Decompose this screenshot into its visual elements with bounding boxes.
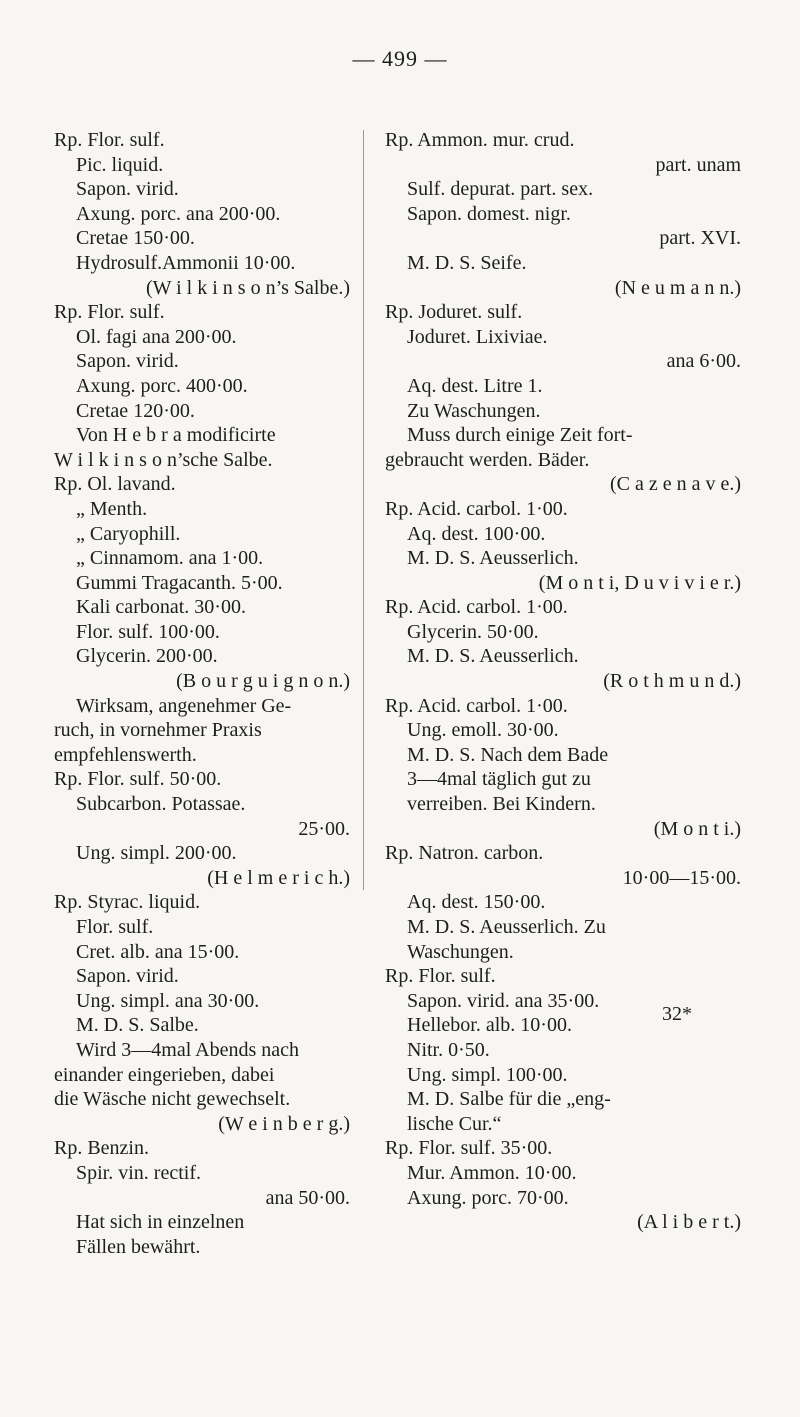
text-line: M. D. S. Salbe. — [76, 1014, 199, 1037]
text-line: W i l k i n s o n’sche Salbe. — [54, 448, 273, 471]
text-line: (C a z e n a v e.) — [609, 473, 741, 496]
text-line: M. D. S. Seife. — [407, 251, 527, 274]
text-line: gebraucht werden. Bäder. — [385, 448, 590, 471]
text-line: Axung. porc. 70·00. — [407, 1186, 569, 1209]
text-line: Rp. Flor. sulf. — [54, 129, 165, 151]
text-line: Cretae 150·00. — [76, 227, 195, 250]
text-line: Rp. Styrac. liquid. — [54, 891, 201, 914]
text-line: Hellebor. alb. 10·00. — [407, 1014, 572, 1037]
text-line: 10·00—15·00. — [622, 866, 741, 889]
text-line: Rp. Joduret. sulf. — [385, 301, 523, 324]
text-line: Sapon. virid. — [76, 178, 179, 201]
text-line: „ Menth. — [76, 497, 148, 520]
text-line: Joduret. Lixiviae. — [407, 325, 548, 348]
text-line: Rp. Natron. carbon. — [385, 842, 544, 865]
text-line: Rp. Acid. carbol. 1·00. — [385, 694, 568, 717]
text-line: M. D. S. Nach dem Bade — [407, 743, 609, 766]
signature-mark: 32* — [662, 1003, 692, 1025]
text-line: Wirksam, angenehmer Ge- — [76, 694, 292, 717]
text-line: Ung. emoll. 30·00. — [407, 719, 559, 742]
text-line: Rp. Flor. sulf. 50·00. — [54, 768, 222, 791]
text-line: Mur. Ammon. 10·00. — [407, 1161, 577, 1184]
text-line: Ol. fagi ana 200·00. — [76, 325, 237, 348]
text-line: Sulf. depurat. part. sex. — [407, 178, 594, 201]
text-line: empfehlenswerth. — [54, 743, 197, 766]
text-line: Sapon. domest. nigr. — [407, 202, 571, 225]
text-line: (A l i b e r t.) — [637, 1211, 741, 1234]
text-line: Von H e b r a modificirte — [76, 424, 276, 447]
text-line: Aq. dest. 150·00. — [407, 891, 546, 914]
text-line: Rp. Ammon. mur. crud. — [385, 129, 575, 151]
text-line: Axung. porc. ana 200·00. — [76, 202, 281, 225]
text-line: (M o n t i, D u v i v i e r.) — [538, 571, 741, 594]
text-line: Ung. simpl. 100·00. — [407, 1063, 568, 1086]
right-column — [385, 128, 745, 1235]
text-line: 25·00. — [298, 817, 350, 840]
text-line: Zu Waschungen. — [407, 399, 541, 422]
text-line: (W e i n b e r g.) — [218, 1112, 350, 1135]
text-line: Wird 3—4mal Abends nach — [76, 1038, 300, 1061]
text-line: „ Caryophill. — [76, 522, 181, 545]
text-line: part. unam — [655, 153, 741, 176]
text-line: M. D. S. Aeusserlich. — [407, 547, 579, 570]
column-divider — [363, 130, 364, 890]
text-line: Aq. dest. Litre 1. — [407, 374, 543, 397]
text-line: Flor. sulf. — [76, 916, 154, 938]
text-line: (R o t h m u n d.) — [603, 670, 741, 693]
text-line: einander eingerieben, dabei — [54, 1063, 275, 1086]
text-line: die Wäsche nicht gewechselt. — [54, 1088, 291, 1111]
text-line: Gummi Tragacanth. 5·00. — [76, 571, 283, 594]
text-line: Ung. simpl. ana 30·00. — [76, 989, 260, 1012]
text-line: Rp. Benzin. — [54, 1137, 149, 1160]
text-line: (B o u r g u i g n o n.) — [176, 670, 350, 693]
text-line: Sapon. virid. ana 35·00. — [407, 989, 600, 1012]
text-line: part. XVI. — [659, 227, 741, 250]
text-line: Axung. porc. 400·00. — [76, 374, 248, 397]
text-line: (N e u m a n n.) — [614, 276, 741, 299]
text-line: Ung. simpl. 200·00. — [76, 842, 237, 865]
text-line: (H e l m e r i c h.) — [207, 866, 350, 889]
text-line: Subcarbon. Potassae. — [76, 793, 246, 816]
text-line: Hydrosulf.Ammonii 10·00. — [76, 251, 296, 274]
text-line: Spir. vin. rectif. — [76, 1161, 201, 1184]
text-line: Sapon. virid. — [76, 965, 179, 988]
text-line: Nitr. 0·50. — [407, 1038, 490, 1061]
text-line: M. D. S. Aeusserlich. — [407, 645, 579, 668]
text-line: Sapon. virid. — [76, 350, 179, 373]
text-line: M. D. S. Aeusserlich. Zu — [407, 916, 606, 938]
text-line: ana 6·00. — [666, 350, 741, 373]
text-line: Flor. sulf. 100·00. — [76, 620, 220, 643]
text-line: Fällen bewährt. — [76, 1235, 201, 1258]
text-line: ruch, in vornehmer Praxis — [54, 719, 262, 742]
text-line: lische Cur.“ — [407, 1112, 502, 1135]
text-line: Cretae 120·00. — [76, 399, 195, 422]
text-line: (M o n t i.) — [653, 817, 741, 840]
text-line: M. D. Salbe für die „eng- — [407, 1088, 611, 1111]
text-line: Kali carbonat. 30·00. — [76, 596, 246, 619]
text-line: (W i l k i n s o n’s Salbe.) — [145, 276, 350, 299]
text-line: Muss durch einige Zeit fort- — [407, 424, 633, 447]
text-line: Glycerin. 200·00. — [76, 645, 218, 668]
text-line: Hat sich in einzelnen — [76, 1211, 245, 1234]
left-column — [54, 128, 354, 1259]
text-line: Glycerin. 50·00. — [407, 620, 539, 643]
text-line: Rp. Acid. carbol. 1·00. — [385, 596, 568, 619]
text-line: Cret. alb. ana 15·00. — [76, 940, 240, 963]
text-line: verreiben. Bei Kindern. — [407, 793, 596, 816]
text-line: „ Cinnamom. ana 1·00. — [76, 547, 264, 570]
text-line: Aq. dest. 100·00. — [407, 522, 546, 545]
text-line: Rp. Flor. sulf. 35·00. — [385, 1137, 553, 1160]
page-number: — 499 — — [352, 46, 448, 71]
text-line: ana 50·00. — [265, 1186, 350, 1209]
text-line: Waschungen. — [407, 940, 514, 963]
text-line: Rp. Flor. sulf. — [54, 301, 165, 324]
text-line: Rp. Ol. lavand. — [54, 473, 176, 496]
text-line: Rp. Flor. sulf. — [385, 965, 496, 988]
text-line: Rp. Acid. carbol. 1·00. — [385, 497, 568, 520]
text-line: Pic. liquid. — [76, 153, 164, 176]
text-line: 3—4mal täglich gut zu — [407, 768, 591, 791]
